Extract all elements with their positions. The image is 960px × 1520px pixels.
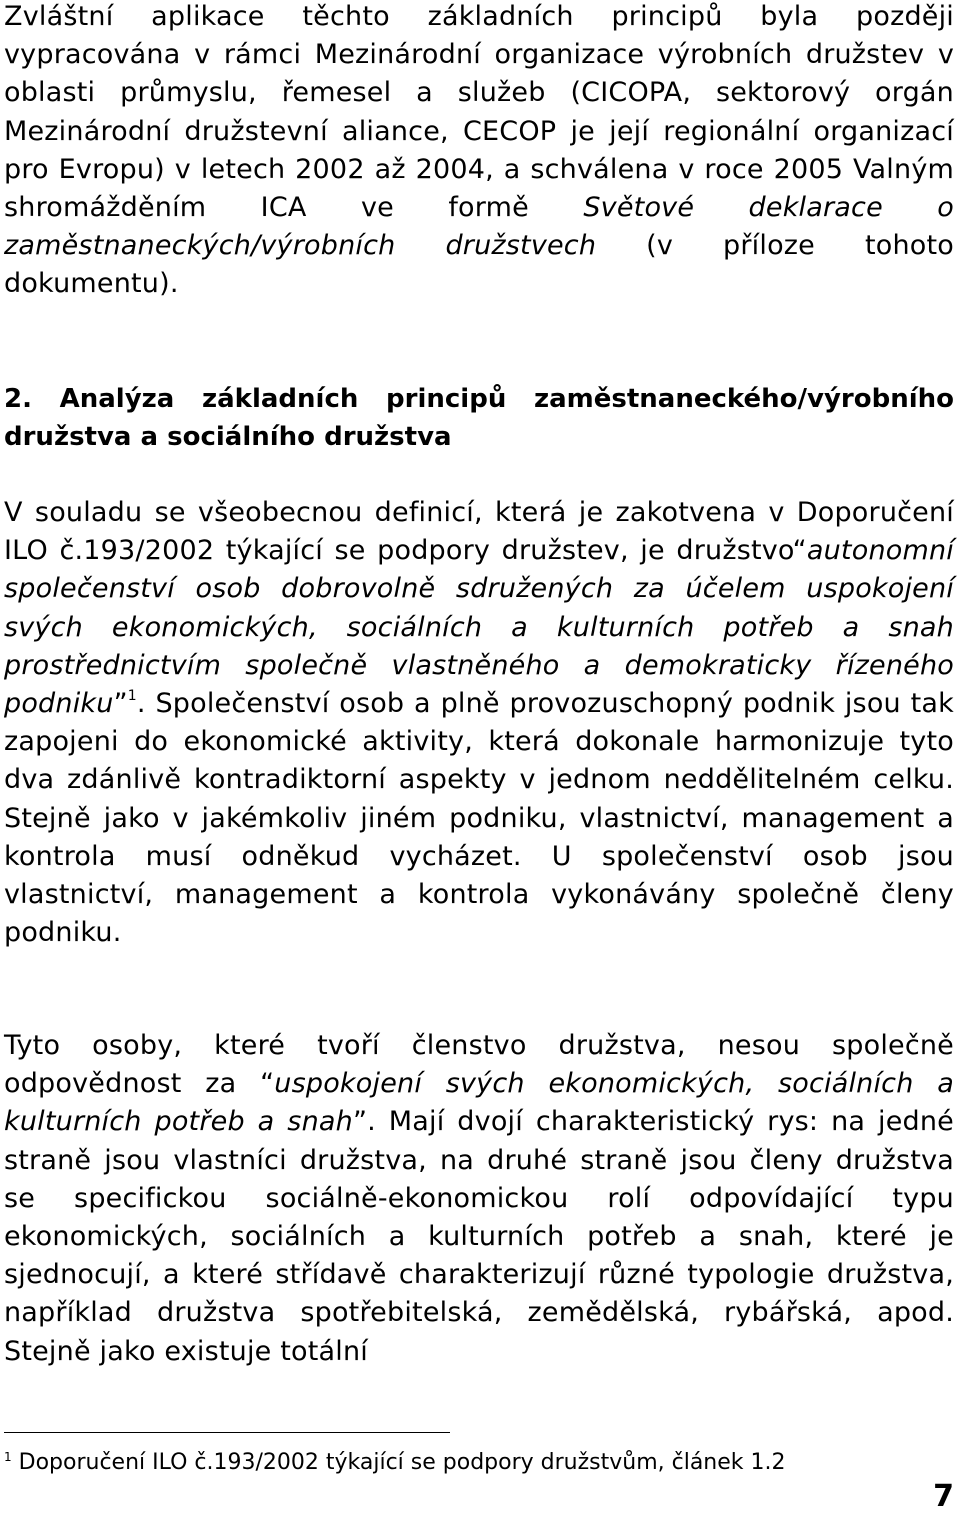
section-heading: 2. Analýza základních principů zaměstnaneckého/výrobního družstva a sociálního družstva xyxy=(4,384,954,453)
footnote xyxy=(4,1449,954,1477)
closing-quote: ” xyxy=(113,688,128,720)
footnote-marker: 1 xyxy=(4,1450,12,1464)
declaration-title: Světové deklarace o zaměstnaneckých/výrobních družstvech xyxy=(4,192,954,262)
paragraph-text: (v příloze tohoto dokumentu). xyxy=(4,230,954,300)
paragraph-members xyxy=(4,1027,954,1371)
paragraph-text: Tyto osoby, které tvoří členstvo družstva, nesou společně odpovědnost za “ xyxy=(4,1030,954,1100)
paragraph-cooperative-definition xyxy=(4,494,954,952)
paragraph-text: V souladu se všeobecnou definicí, která je zakotvena v Doporučení ILO č.193/2002 týkající se podpory družstev, je družstvo“ xyxy=(4,497,954,567)
footnote-text: Doporučení ILO č.193/2002 týkající se podpory družstvům, článek 1.2 xyxy=(11,1450,786,1475)
footnote-reference: 1 xyxy=(127,688,137,705)
paragraph-cicopa-declaration xyxy=(4,0,954,304)
footnote-separator xyxy=(4,1432,450,1433)
page-number: 7 xyxy=(933,1479,954,1514)
definition-quote: autonomní společenství osob dobrovolně sdružených za účelem uspokojení svých ekonomických, sociálních a kulturních potřeb a snah prostřednictvím společně vlastněného a demokraticky řízeného podniku xyxy=(4,535,954,720)
paragraph-text: Zvláštní aplikace těchto základních principů byla později vypracována v rámci Mezinárodní organizace výrobních družstev v oblasti průmyslu, řemesel a služeb (CICOPA, sektorový orgán Mezinárodní družstevní aliance, CECOP je její regionální organizací pro Evropu) v letech 2002 až 2004, a schválena v roce 2005 Valným shromážděním ICA ve formě xyxy=(4,1,954,224)
paragraph-text: . Společenství osob a plně provozuschopný podnik jsou tak zapojeni do ekonomické aktivity, která dokonale harmonizuje tyto dva zdánlivě kontradiktorní aspekty v jednom neddělitelném celku. Stejně jako v jakémkoliv jiném podniku, vlastnictví, management a kontrola musí odněkud vycházet. U společenství osob jsou vlastnictví, management a kontrola vykonávány společně členy podniku. xyxy=(4,688,954,949)
paragraph-text: ”. Mají dvojí charakteristický rys: na jedné straně jsou vlastníci družstva, na druhé straně jsou členy družstva se specifickou sociálně-ekonomickou rolí odpovídající typu ekonomických, sociálních a kulturních potřeb a snah, které je sjednocují, a které střídavě charakterizují různé typologie družstva, například družstva spotřebitelská, zemědělská, rybářská, apod. Stejně jako existuje totální xyxy=(4,1106,954,1367)
needs-quote: uspokojení svých ekonomických, sociálních a kulturních potřeb a snah xyxy=(4,1068,954,1138)
